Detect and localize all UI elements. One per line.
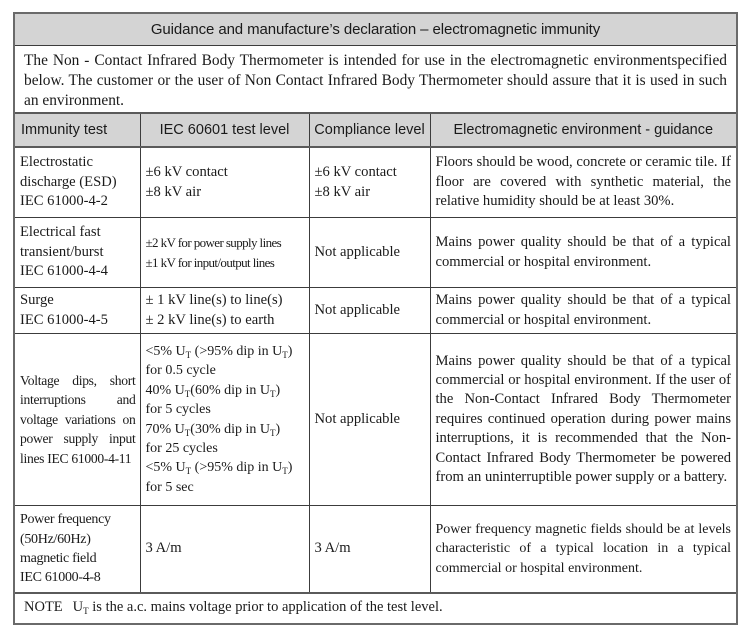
subscript: T: [270, 427, 276, 438]
table-row: [15, 218, 736, 288]
test-line: Electrostatic: [20, 154, 93, 171]
table-header-row: [15, 114, 736, 147]
level-line: for 5 cycles: [145, 402, 211, 418]
test-line: IEC 61000-4-8: [20, 570, 101, 586]
immunity-test-cell: [15, 218, 140, 288]
compliance-level-cell: Not applicable: [309, 334, 430, 506]
subscript: T: [184, 427, 191, 438]
level-line: ±1 kV for input/output lines: [145, 254, 275, 270]
test-line: magnetic field: [20, 551, 97, 566]
level-line: ±8 kV air: [145, 183, 202, 200]
test-level-cell: [140, 288, 309, 334]
test-line: IEC 61000-4-2: [20, 193, 108, 210]
test-level-cell: 3 A/m: [140, 506, 309, 594]
subscript: T: [270, 388, 276, 399]
level-line: 70% $U_T(30\%$ dip in $U_T$): [145, 421, 281, 438]
level-line: ±6 kV contact: [145, 164, 228, 181]
level-line: for 5 sec: [145, 479, 194, 495]
level-line: for 0.5 cycle: [145, 363, 216, 379]
compliance-line: ±6 kV contact: [314, 164, 397, 181]
test-level-cell: [140, 147, 309, 218]
level-line: <5% $U_T$ (>95% dip in $U_T$): [145, 460, 293, 477]
compliance-level-cell: [309, 147, 430, 218]
intro-paragraph: The Non - Contact Infrared Body Thermometer is intended for use in the electromagnetic environmentspecified below. The customer or the user of Non Contact Infrared Body Thermometer should assure that it is used in such an environment.: [15, 46, 736, 114]
guidance-cell: Power frequency magnetic fields should be at levels characteristic of a typical location in a typical commercial or hospital environment.: [430, 506, 736, 594]
guidance-cell: Mains power quality should be that of a typical commercial or hospital environment.: [430, 218, 736, 288]
test-line: Electrical fast: [20, 224, 101, 241]
test-line: (50Hz/60Hz): [20, 531, 91, 547]
level-line: ±2 kV for power supply lines: [145, 235, 282, 251]
emc-immunity-declaration: [13, 12, 738, 625]
subscript: T: [185, 466, 192, 477]
note-symbol-subscript: T: [83, 606, 89, 616]
compliance-level-cell: 3 A/m: [309, 506, 430, 594]
column-header-compliance-level: Compliance level: [309, 114, 430, 147]
column-header-test-level: IEC 60601 test level: [140, 114, 309, 147]
immunity-table: [15, 114, 736, 594]
subscript: T: [282, 349, 288, 360]
test-line: transient/burst: [20, 243, 104, 260]
column-header-immunity-test: Immunity test: [15, 114, 140, 147]
immunity-test-cell: [15, 288, 140, 334]
document-title: Guidance and manufacture’s declaration – electromagnetic immunity: [15, 14, 736, 46]
table-row: [15, 288, 736, 334]
note-text: is the a.c. mains voltage prior to application of the test level.: [88, 599, 443, 615]
test-line: discharge (ESD): [20, 173, 117, 190]
immunity-test-cell: [15, 506, 140, 594]
test-line: Surge: [20, 292, 54, 309]
compliance-level-cell: Not applicable: [309, 218, 430, 288]
subscript: T: [282, 466, 288, 477]
level-line: for 25 cycles: [145, 440, 218, 456]
test-level-cell: [140, 334, 309, 506]
table-row: [15, 334, 736, 506]
immunity-test-cell: [15, 147, 140, 218]
table-row: [15, 506, 736, 594]
level-line: <5% $U_T$ (>95% dip in $U_T$): [145, 343, 293, 360]
subscript: T: [185, 349, 192, 360]
test-line: IEC 61000-4-5: [20, 311, 108, 328]
note-symbol-base: U: [72, 599, 84, 615]
guidance-cell: Floors should be wood, concrete or ceramic tile. If floor are covered with synthetic material, the relative humidity should be at least 30%.: [430, 147, 736, 218]
column-header-guidance: Electromagnetic environment - guidance: [430, 114, 736, 147]
level-line: 40% $U_T(60\%$ dip in $U_T$): [145, 382, 281, 399]
note-symbol: [73, 599, 89, 616]
test-line: IEC 61000-4-4: [20, 263, 108, 280]
guidance-cell: Mains power quality should be that of a typical commercial or hospital environment.: [430, 288, 736, 334]
level-line: ± 2 kV line(s) to earth: [145, 311, 275, 328]
compliance-line: ±8 kV air: [314, 183, 371, 200]
level-line: ± 1 kV line(s) to line(s): [145, 292, 283, 309]
test-level-cell: [140, 218, 309, 288]
table-note: [15, 594, 736, 623]
compliance-level-cell: Not applicable: [309, 288, 430, 334]
table-row: [15, 147, 736, 218]
subscript: T: [184, 388, 191, 399]
test-line: Power frequency: [20, 512, 111, 528]
guidance-cell: Mains power quality should be that of a typical commercial or hospital environment. If the user of the Non-Contact Infrared Body Thermometer requires continued operation during power mains interruptions, it is recommended that the Non-Contact Infrared Body Thermometer be powered from an uninterruptible power supply or a battery.: [430, 334, 736, 506]
immunity-test-cell: Voltage dips, short interruptions and voltage variations on power supply input lines IEC 61000-4-11: [15, 334, 140, 506]
note-label: NOTE: [24, 599, 63, 615]
